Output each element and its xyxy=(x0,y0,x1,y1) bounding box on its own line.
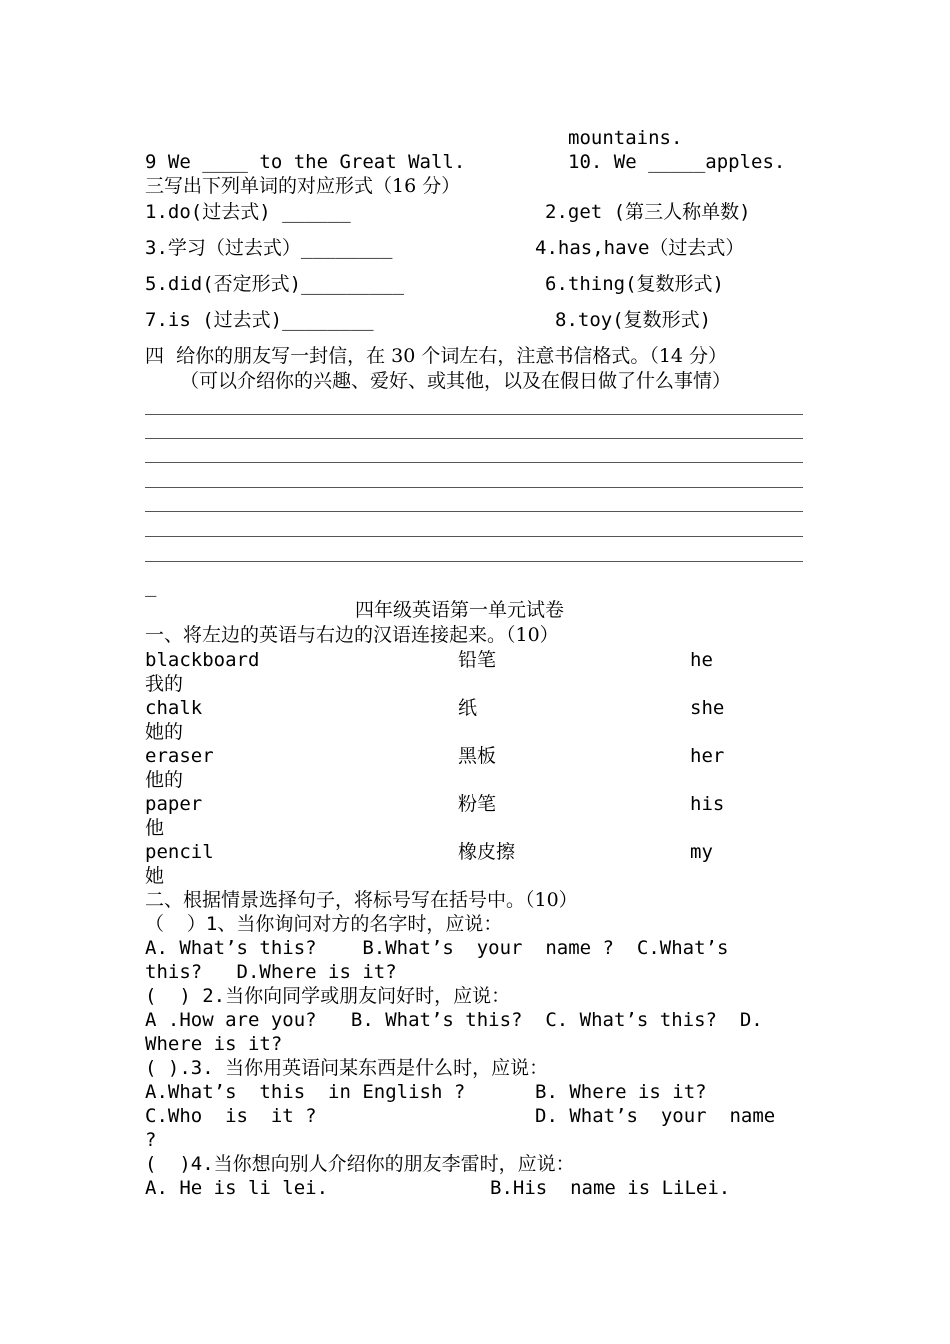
writing-line[interactable] xyxy=(145,414,803,415)
question-4-option-b: B.His name is LiLei. xyxy=(490,1177,731,1199)
writing-line[interactable] xyxy=(145,438,803,439)
question-1: （ ）1、当你询问对方的名字时，应说： xyxy=(145,913,503,935)
match-pronoun: she xyxy=(690,697,725,719)
match-en: pencil xyxy=(145,841,214,863)
writing-line[interactable] xyxy=(145,536,803,537)
match-pronoun: he xyxy=(690,649,713,671)
sec3-item-5: 5.did(否定形式)_________ xyxy=(145,273,405,295)
match-en: paper xyxy=(145,793,203,815)
match-pronoun-zh: 他 xyxy=(145,817,165,839)
match-zh: 黑板 xyxy=(458,745,497,767)
match-pronoun-zh: 她的 xyxy=(145,721,184,743)
question-3-option-d-cont: ? xyxy=(145,1129,157,1151)
question-1-options-cont: this? D.Where is it? xyxy=(145,961,397,983)
section-4-title: 四 给你的朋友写一封信，在 30 个词左右，注意书信格式。（14 分） xyxy=(145,345,728,367)
match-pronoun: his xyxy=(690,793,725,815)
question-3-option-a: A.What’s this in English ? xyxy=(145,1081,466,1103)
match-zh: 粉笔 xyxy=(458,793,497,815)
question-2-options-cont: Where is it? xyxy=(145,1033,283,1055)
sec3-item-4: 4.has,have（过去式） xyxy=(535,237,745,259)
sec3-item-1: 1.do(过去式) ______ xyxy=(145,201,351,223)
question-4-option-a: A. He is li lei. xyxy=(145,1177,329,1199)
match-pronoun-zh: 她 xyxy=(145,865,165,887)
question-1-options: A. What’s this? B.What’s your name ? C.What’s xyxy=(145,937,729,959)
sec3-item-6: 6.thing(复数形式) xyxy=(545,273,724,295)
part-2-title: 二、根据情景选择句子，将标号写在括号中。（10） xyxy=(145,889,578,911)
question-10: 10. We _____apples. xyxy=(568,151,786,173)
match-pronoun: her xyxy=(690,745,725,767)
question-9: 9 We ____ to the Great Wall. xyxy=(145,151,466,173)
match-en: blackboard xyxy=(145,649,260,671)
match-pronoun: my xyxy=(690,841,713,863)
match-zh: 橡皮擦 xyxy=(458,841,516,863)
match-zh: 铅笔 xyxy=(458,649,497,671)
writing-trailing-mark: _ xyxy=(145,575,157,597)
part-1-title: 一、将左边的英语与右边的汉语连接起来。（10） xyxy=(145,624,559,646)
question-2-options: A .How are you? B. What’s this? C. What’s this? D. xyxy=(145,1009,763,1031)
question-2: ( ) 2.当你向同学或朋友问好时，应说： xyxy=(145,985,511,1007)
question-4: ( )4.当你想向别人介绍你的朋友李雷时，应说： xyxy=(145,1153,575,1175)
match-zh: 纸 xyxy=(458,697,478,719)
writing-line[interactable] xyxy=(145,511,803,512)
match-pronoun-zh: 我的 xyxy=(145,673,184,695)
sec3-item-8: 8.toy(复数形式) xyxy=(555,309,712,331)
mountains-text: mountains. xyxy=(568,127,683,149)
match-pronoun-zh: 他的 xyxy=(145,769,184,791)
match-en: eraser xyxy=(145,745,214,767)
question-3-option-b: B. Where is it? xyxy=(535,1081,707,1103)
question-3: ( ).3. 当你用英语问某东西是什么时，应说： xyxy=(145,1057,549,1079)
writing-line[interactable] xyxy=(145,487,803,488)
question-3-option-c: C.Who is it ? xyxy=(145,1105,317,1127)
sec3-item-7: 7.is (过去式)________ xyxy=(145,309,374,331)
writing-line[interactable] xyxy=(145,462,803,463)
sec3-item-2: 2.get (第三人称单数) xyxy=(545,201,751,223)
sec3-item-3: 3.学习（过去式）________ xyxy=(145,237,393,259)
match-en: chalk xyxy=(145,697,203,719)
unit-test-title: 四年级英语第一单元试卷 xyxy=(355,599,565,621)
writing-line[interactable] xyxy=(145,561,803,562)
section-4-hint: （可以介绍你的兴趣、爱好、或其他，以及在假日做了什么事情） xyxy=(180,370,732,392)
question-3-option-d: D. What’s your name xyxy=(535,1105,776,1127)
section-3-title: 三写出下列单词的对应形式（16 分） xyxy=(145,175,461,197)
